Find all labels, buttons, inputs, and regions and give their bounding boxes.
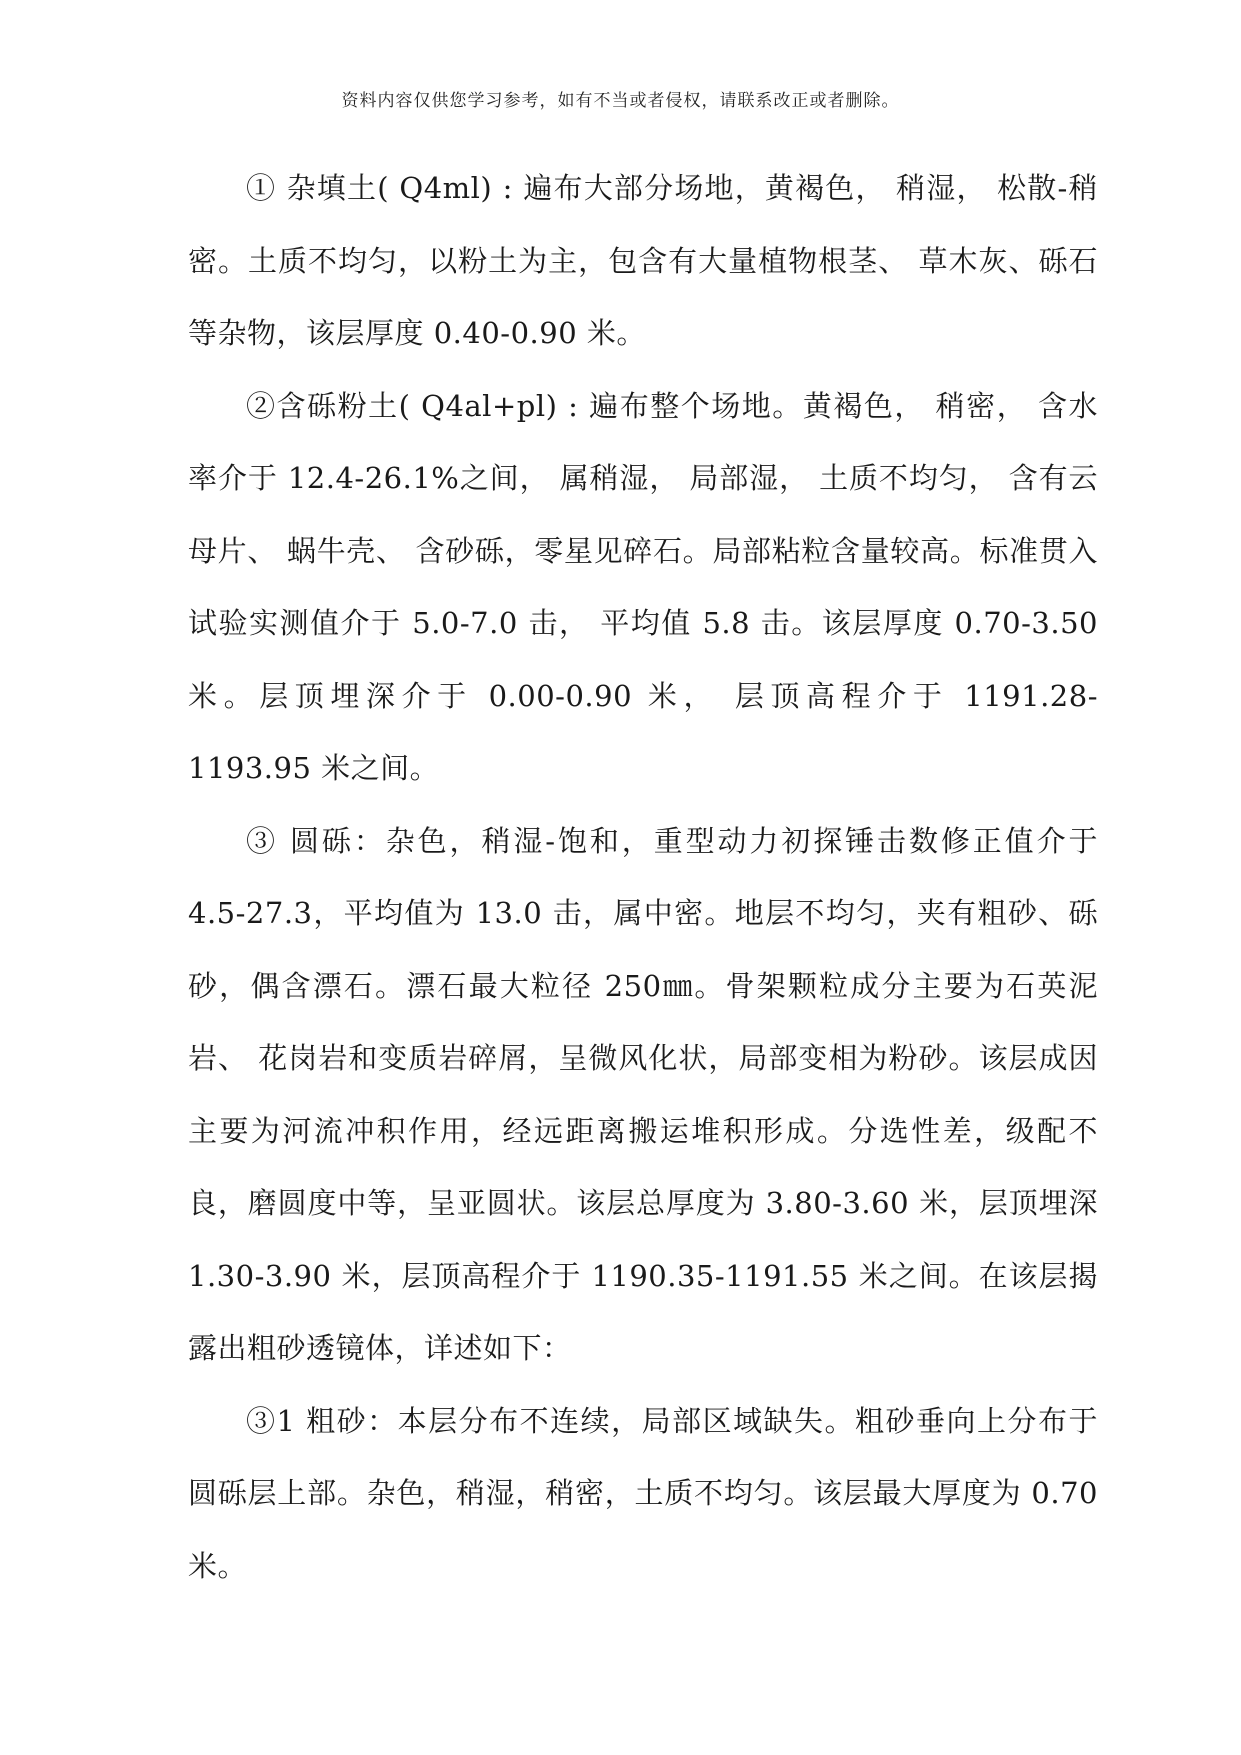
- paragraph-coarse-sand: ③1 粗砂：本层分布不连续，局部区域缺失。粗砂垂向上分布于圆砾层上部。杂色，稍湿，稍密，土质不均匀。该层最大厚度为 0.70 米。: [188, 1403, 1098, 1583]
- header-notice: 资料内容仅供您学习参考，如有不当或者侵权，请联系改正或者删除。: [341, 91, 900, 111]
- paragraph-gravelly-silt: ②含砾粉土( Q4al+pl) : 遍布整个场地。黄褐色， 稍密， 含水率介于 12.4-26.1%之间， 属稍湿， 局部湿， 土质不均匀， 含有云母片、 蜗牛壳、 含砂砾，零星见碎石。局部粘粒含量较高。标准贯入试验实测值介于 5.0-7.0 击， 平均值 5.8 击。该层厚度 0.70-3.50 米。层顶埋深介于 0.00-0.90 米， 层顶高程介于 1191.28-1193.95 米之间。: [188, 388, 1098, 785]
- paragraph-round-gravel: ③ 圆砾：杂色，稍湿-饱和，重型动力初探锤击数修正值介于 4.5-27.3，平均值为 13.0 击，属中密。地层不均匀，夹有粗砂、砾砂，偶含漂石。漂石最大粒径 250㎜。骨架颗粒成分主要为石英泥岩、 花岗岩和变质岩碎屑，呈微风化状，局部变相为粉砂。该层成因主要为河流冲积作用，经远距离搬运堆积形成。分选性差，级配不良，磨圆度中等，呈亚圆状。该层总厚度为 3.80-3.60 米，层顶埋深 1.30-3.90 米，层顶高程介于 1190.35-1191.55 米之间。在该层揭露出粗砂透镜体，详述如下：: [188, 823, 1098, 1365]
- paragraph-fill-soil: ① 杂填土( Q4ml) : 遍布大部分场地，黄褐色， 稍湿， 松散-稍密。土质不均匀，以粉土为主，包含有大量植物根茎、 草木灰、砾石等杂物，该层厚度 0.40-0.90 米。: [188, 171, 1098, 350]
- document-body: [188, 152, 1098, 1602]
